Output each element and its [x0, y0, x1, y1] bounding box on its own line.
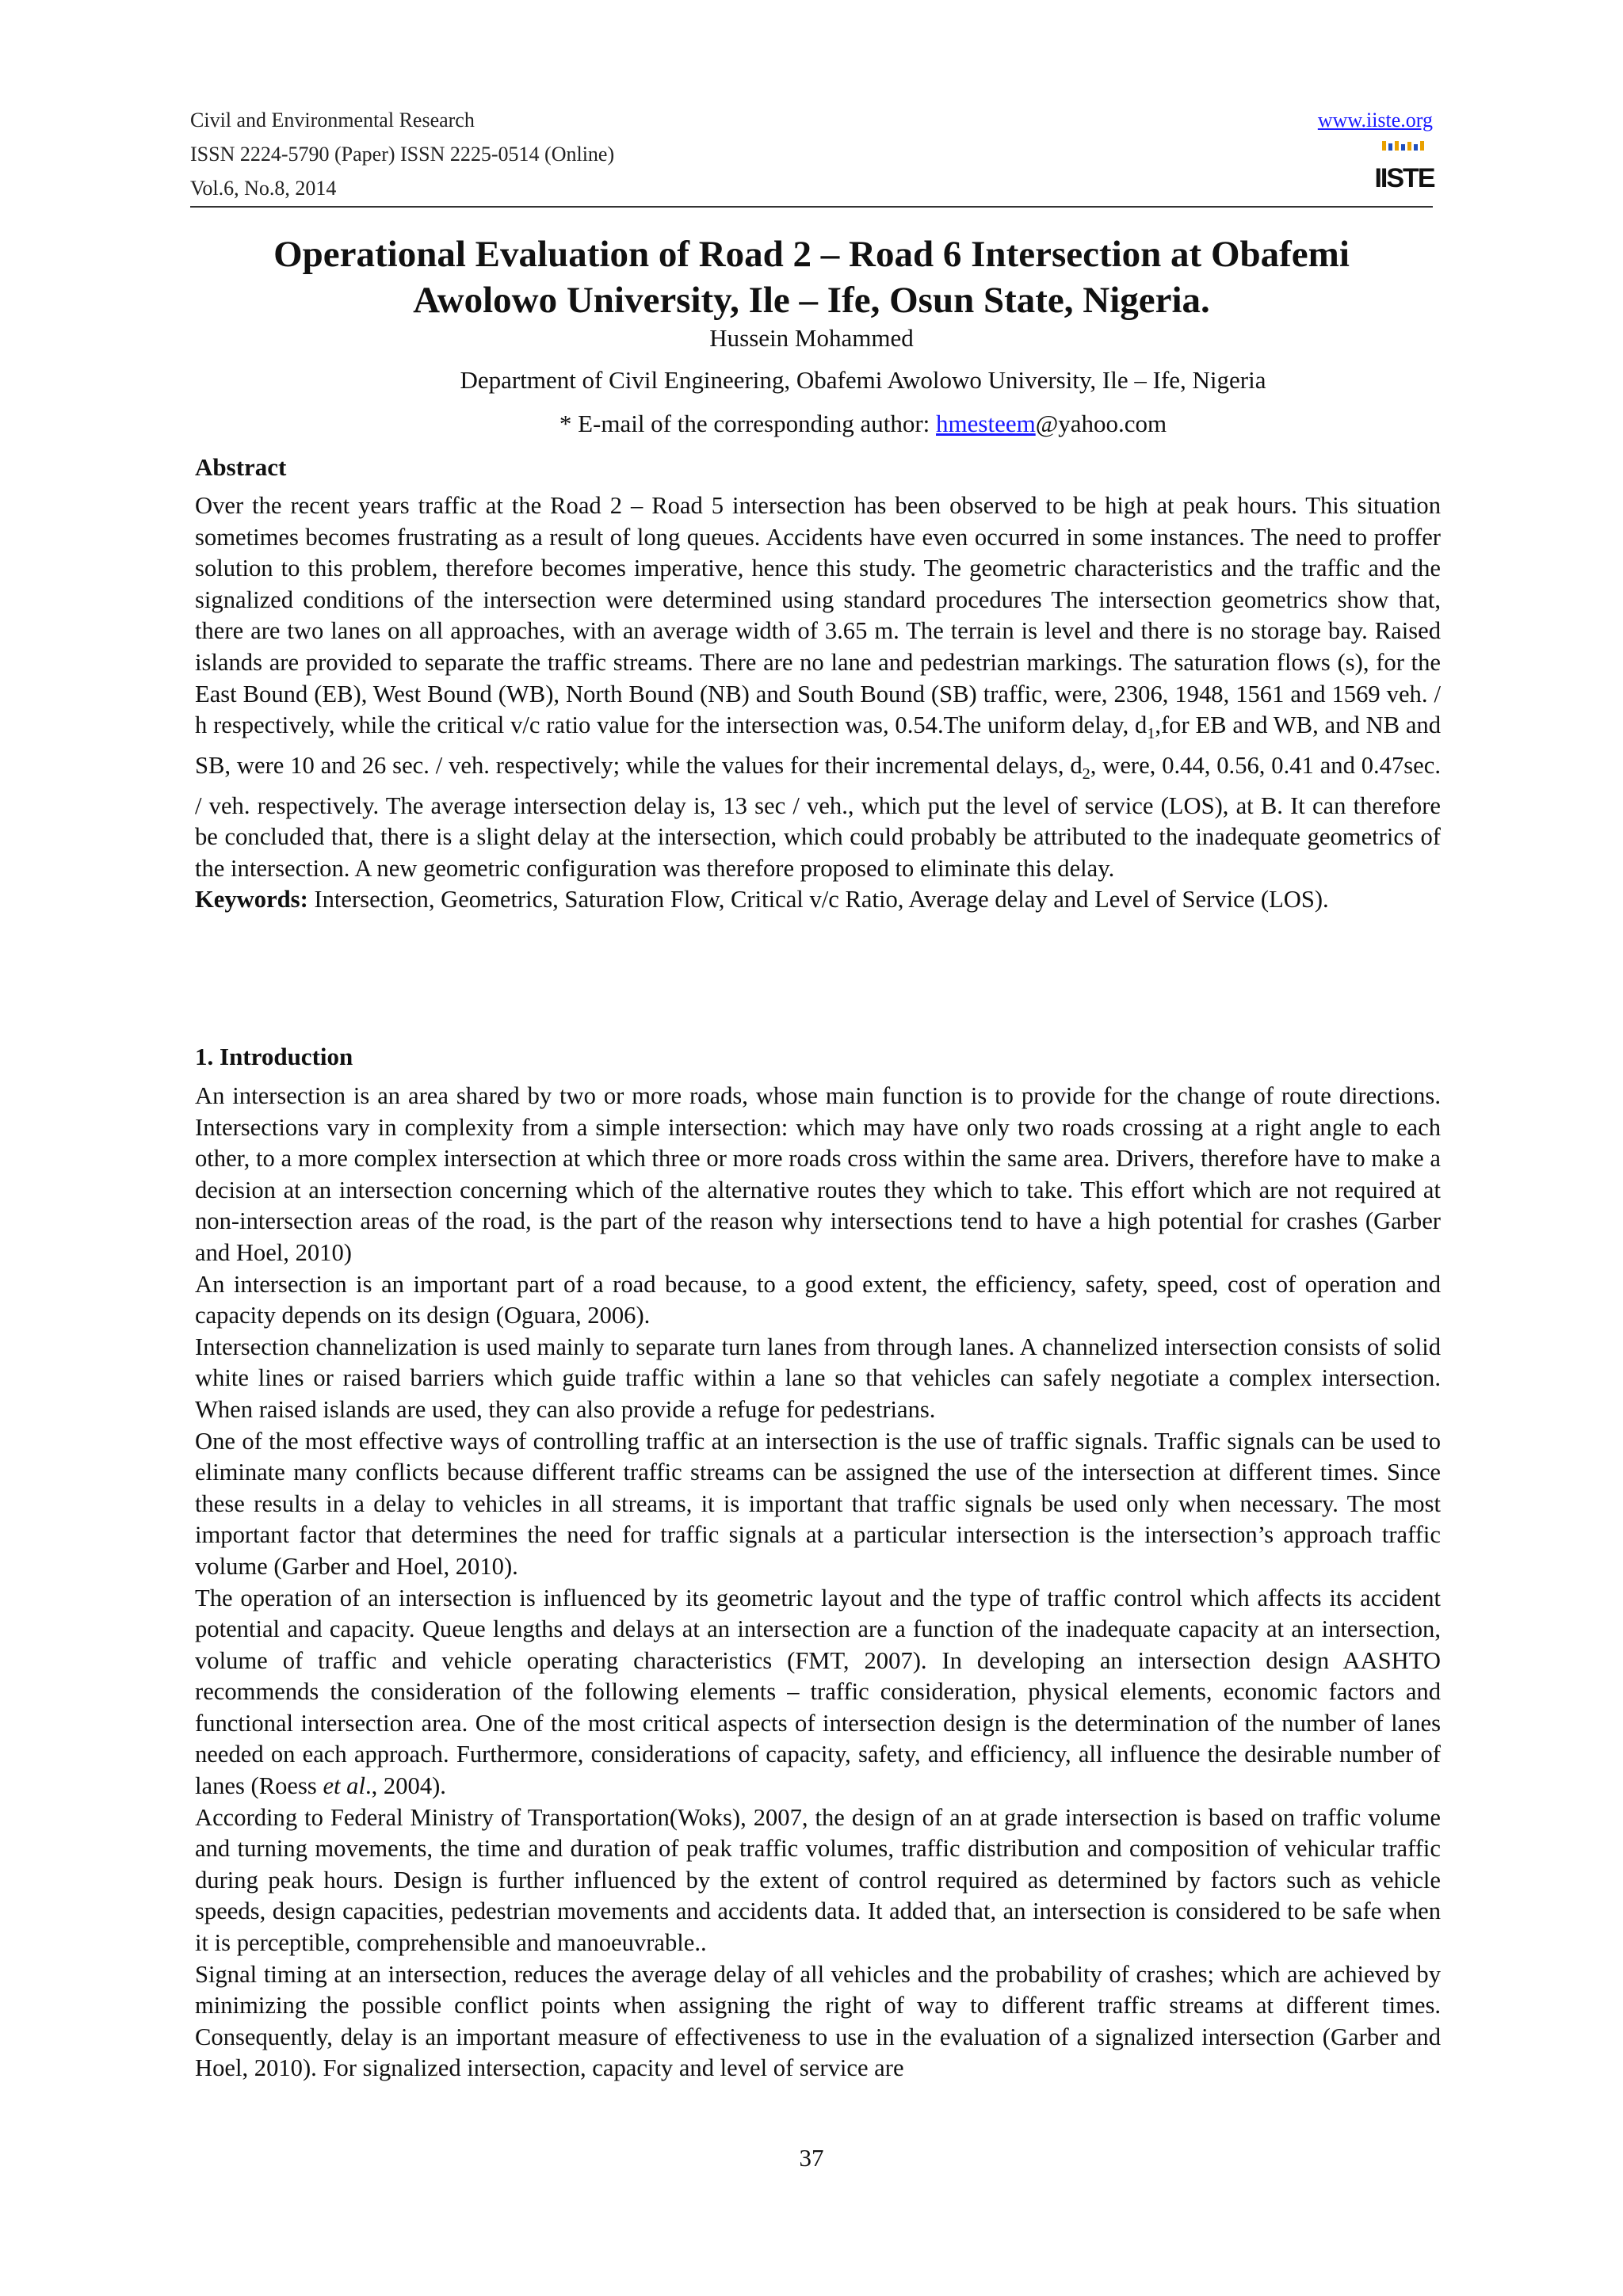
iiste-logo-icon: [1374, 141, 1434, 193]
intro-paragraph-6: According to Federal Ministry of Transportation(Woks), 2007, the design of an at grade intersection is based on traffic volume and turning movements, the time and duration of peak traffic volumes, traffic distribution and composition of vehicular traffic during peak hours. Design is further influenced by the extent of control required as determined by factors such as vehicle speeds, design capacities, pedestrian movements and accidents data. It added that, an intersection is considered to be safe when it is perceptible, comprehensible and manoeuvrable..: [195, 1803, 1441, 1957]
et-al-italic: et al: [323, 1772, 365, 1800]
subscript-1: 1: [1147, 725, 1155, 743]
author-affiliation: Department of Civil Engineering, Obafemi Awolowo University, Ile – Ife, Nigeria: [460, 366, 1266, 394]
website-link[interactable]: www.iiste.org: [1317, 109, 1433, 132]
journal-header: [190, 103, 614, 205]
introduction-body: [195, 1081, 1441, 2084]
author-email: [190, 408, 1433, 440]
intro-paragraph-5-text: The operation of an intersection is influenced by its geometric layout and the type of traffic control which affects its accident potential and capacity. Queue lengths and delays at an intersection are a function of the inadequate capacity at an intersection, volume of traffic and vehicle operating characteristics (FMT, 2007). In developing an intersection design AASHTO recommends the consideration of the following elements – traffic consideration, physical elements, economic factors and functional intersection area. One of the most critical aspects of intersection design is the determination of the number of lanes needed on each approach. Furthermore, considerations of capacity, safety, and efficiency, all influence the desirable number of lanes (Roess: [195, 1584, 1441, 1800]
email-link[interactable]: hmesteem: [936, 410, 1036, 437]
svg-text:IISTE: IISTE: [1374, 163, 1434, 193]
abstract-paragraph: [195, 490, 1441, 884]
abstract-heading: Abstract: [195, 453, 287, 481]
keywords-text: Intersection, Geometrics, Saturation Flow, Critical v/c Ratio, Average delay and Level of Service (LOS).: [307, 886, 1329, 913]
intro-paragraph-5: [195, 1583, 1441, 1802]
title-line-1: Operational Evaluation of Road 2 – Road 6 Intersection at Obafemi: [273, 234, 1350, 275]
intro-paragraph-2: An intersection is an important part of a road because, to a good extent, the efficiency, safety, speed, cost of operation and capacity depends on its design (Oguara, 2006).: [195, 1270, 1441, 1329]
abstract-text-2: ,for EB and WB, and NB and SB, were 10 and 26 sec. / veh. respectively; while the values for their incremental delays, d: [195, 711, 1441, 779]
intro-paragraph-5-end: ., 2004).: [365, 1772, 446, 1800]
abstract-text-3: , were, 0.44, 0.56, 0.41 and 0.47sec. / veh. respectively. The average intersection delay is, 13 sec / veh., which put the level of service (LOS), at B. It can therefore be concluded that, there is a slight delay at the intersection, which could probably be attributed to the inadequate geometrics of the intersection. A new geometric configuration was therefore proposed to eliminate this delay.: [195, 751, 1441, 882]
volume-line: Vol.6, No.8, 2014: [190, 177, 337, 200]
abstract-body: [195, 490, 1441, 916]
paper-title: [190, 231, 1433, 323]
intro-paragraph-1: An intersection is an area shared by two or more roads, whose main function is to provide for the change of route directions. Intersections vary in complexity from a simple intersection: which may have only two roads crossing at a right angle to each other, to a more complex intersection at which three or more roads cross within the same area. Drivers, therefore have to make a decision at an intersection concerning which of the alternative routes they which to take. This effort which are not required at non-intersection areas of the road, is the part of the reason why intersections tend to have a high potential for crashes (Garber and Hoel, 2010): [195, 1082, 1441, 1266]
keywords-paragraph: [195, 884, 1441, 916]
keywords-label: Keywords:: [195, 886, 308, 913]
page-number: 37: [799, 2144, 824, 2172]
introduction-heading: 1. Introduction: [195, 1043, 353, 1070]
subscript-2: 2: [1082, 765, 1090, 783]
journal-name: Civil and Environmental Research: [190, 109, 475, 132]
abstract-text-1: Over the recent years traffic at the Road 2 – Road 5 intersection has been observed to be high at peak hours. This situation sometimes becomes frustrating as a result of long queues. Accidents have even occurred in some instances. The need to proffer solution to this problem, therefore becomes imperative, hence this study. The geometric characteristics and the traffic and the signalized conditions of the intersection were determined using standard procedures The intersection geometrics show that, there are two lanes on all approaches, with an average width of 3.65 m. The terrain is level and there is no storage bay. Raised islands are provided to separate the traffic streams. There are no lane and pedestrian markings. The saturation flows (s), for the East Bound (EB), West Bound (WB), North Bound (NB) and South Bound (SB) traffic, were, 2306, 1948, 1561 and 1569 veh. / h respectively, while the critical v/c ratio value for the intersection was, 0.54.The uniform delay, d: [195, 492, 1441, 739]
issn-line: ISSN 2224-5790 (Paper) ISSN 2225-0514 (Online): [190, 143, 615, 166]
intro-paragraph-3: Intersection channelization is used mainly to separate turn lanes from through lanes. A channelized intersection consists of solid white lines or raised barriers which guide traffic within a lane so that vehicles can safely negotiate a complex intersection. When raised islands are used, they can also provide a refuge for pedestrians.: [195, 1333, 1441, 1423]
email-prefix: * E-mail of the corresponding author:: [559, 410, 937, 437]
email-suffix: @yahoo.com: [1035, 410, 1167, 437]
intro-paragraph-7: Signal timing at an intersection, reduces the average delay of all vehicles and the probability of crashes; which are achieved by minimizing the possible conflict points when assigning the right of way to different traffic streams at different times. Consequently, delay is an important measure of effectiveness to use in the evaluation of a signalized intersection (Garber and Hoel, 2010). For signalized intersection, capacity and level of service are: [195, 1960, 1441, 2082]
title-line-2: Awolowo University, Ile – Ife, Osun State, Nigeria.: [413, 280, 1210, 321]
author-name: Hussein Mohammed: [709, 324, 914, 352]
intro-paragraph-4: One of the most effective ways of controlling traffic at an intersection is the use of traffic signals. Traffic signals can be used to eliminate many conflicts because different traffic streams can be assigned the use of the intersection at different times. Since these results in a delay to vehicles in all streams, it is important that traffic signals be used only when necessary. The most important factor that determines the need for traffic signals at a particular intersection is the intersection’s approach traffic volume (Garber and Hoel, 2010).: [195, 1427, 1441, 1580]
header-rule: [190, 206, 1433, 208]
